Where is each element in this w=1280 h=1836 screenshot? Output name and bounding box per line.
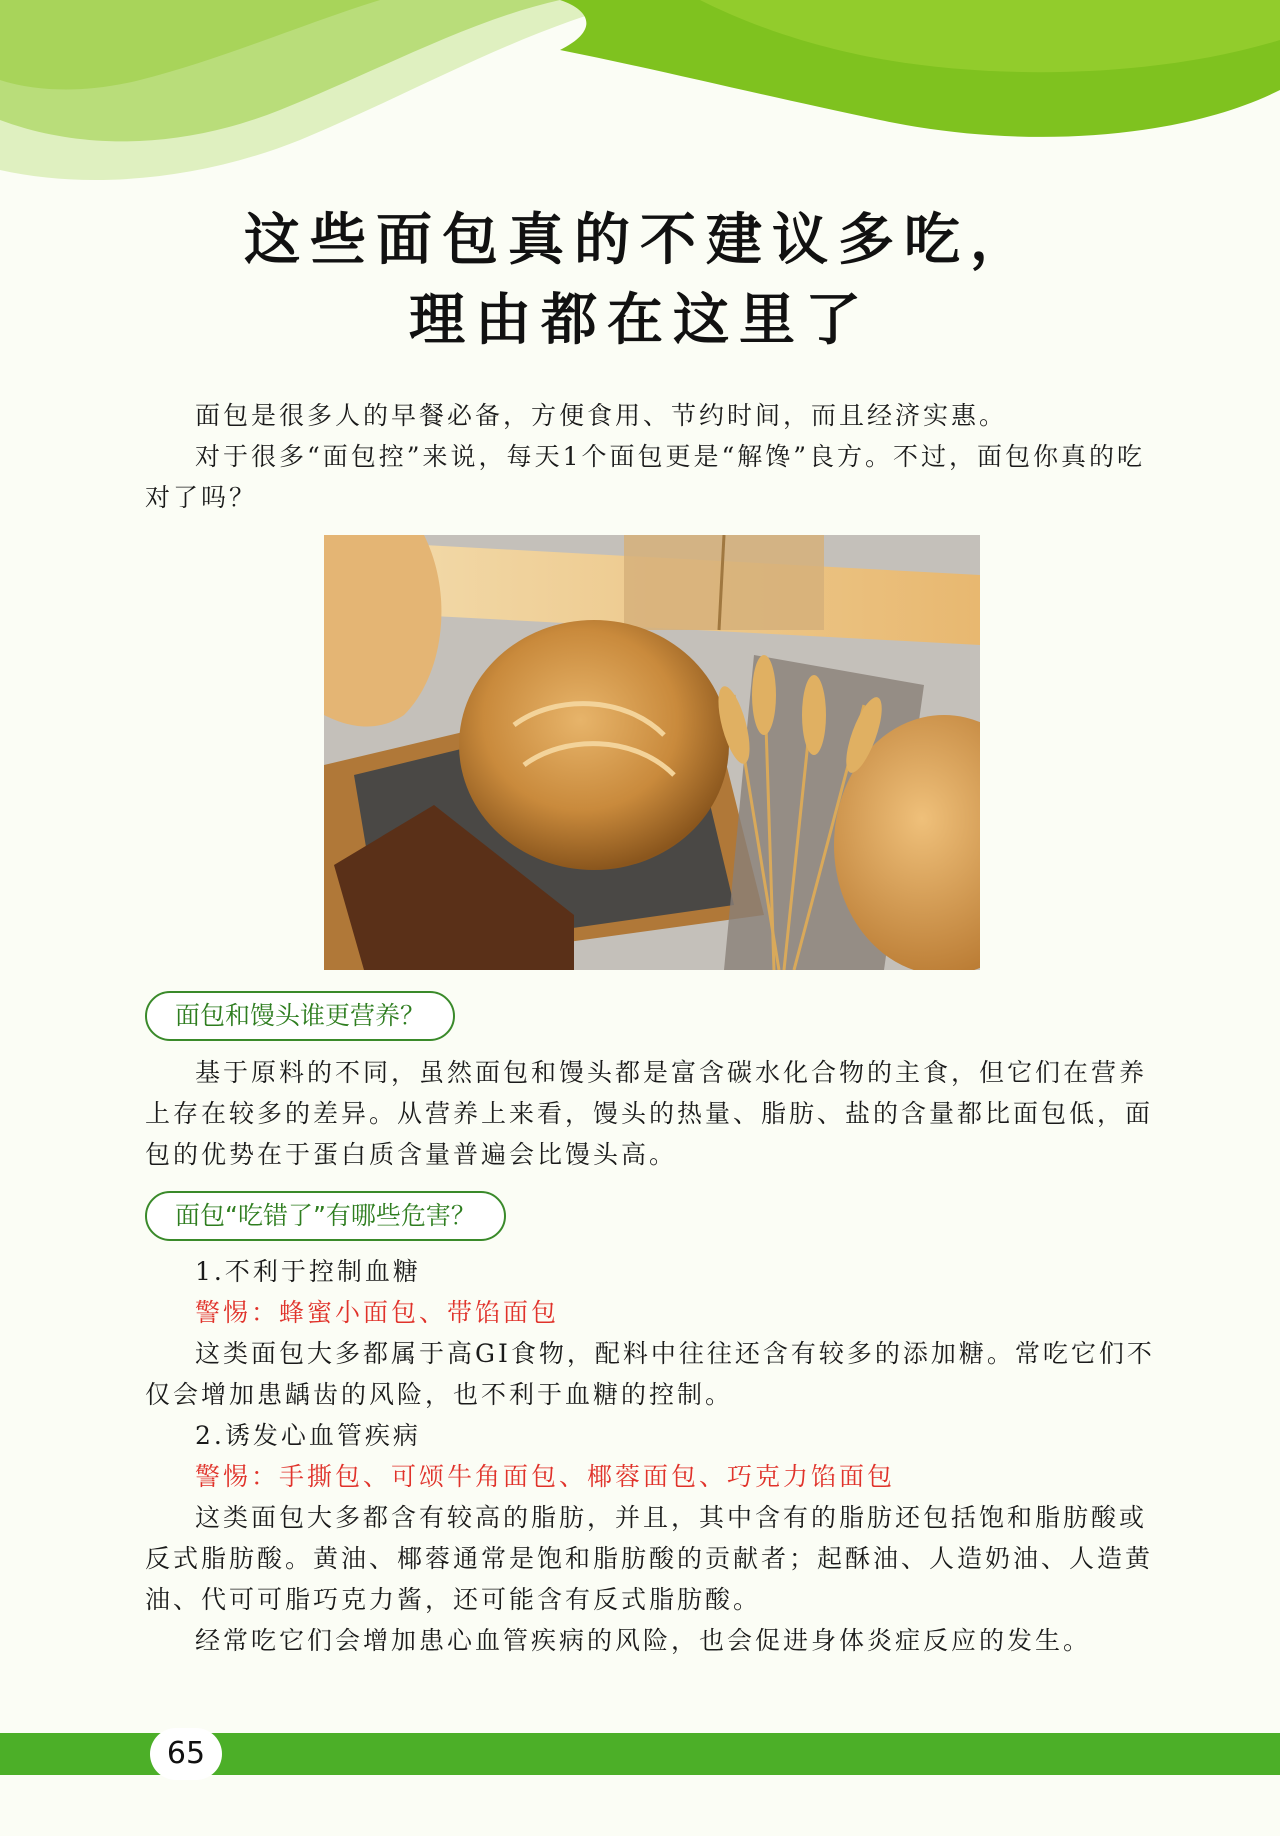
bread-photo-illustration: [324, 535, 980, 970]
title-line-2: 理由都在这里了: [409, 287, 871, 353]
section-heading-bread-hazards: 面包“吃错了”有哪些危害？: [145, 1191, 506, 1241]
intro-paragraph-2: 对于很多“面包控”来说，每天1个面包更是“解馋”良方。不过，面包你真的吃对了吗？: [145, 442, 1146, 512]
page-title: [0, 200, 1280, 360]
intro-paragraph-1: 面包是很多人的早餐必备，方便食用、节约时间，而且经济实惠。: [195, 401, 1008, 430]
bread-photo: [324, 535, 980, 970]
section1-paragraph: 基于原料的不同，虽然面包和馒头都是富含碳水化合物的主食，但它们在营养上存在较多的差异。从营养上来看，馒头的热量、脂肪、盐的含量都比面包低，面包的优势在于蛋白质含量普遍会比馒头高。: [145, 1058, 1154, 1169]
section1-body: [145, 1052, 1165, 1175]
intro-text: [145, 395, 1165, 518]
item2-warning: 警惕：手撕包、可颂牛角面包、椰蓉面包、巧克力馅面包: [195, 1462, 896, 1491]
item2-title: 2.诱发心血管疾病: [195, 1421, 421, 1450]
item1-warning: 警惕：蜂蜜小面包、带馅面包: [195, 1298, 560, 1327]
section-heading-bread-vs-mantou: 面包和馒头谁更营养？: [145, 991, 455, 1041]
item2-body: 这类面包大多都含有较高的脂肪，并且，其中含有的脂肪还包括饱和脂肪酸或反式脂肪酸。黄油、椰蓉通常是饱和脂肪酸的贡献者；起酥油、人造奶油、人造黄油、代可可脂巧克力酱，还可能含有反式脂肪酸。: [145, 1503, 1154, 1614]
section2-body: [145, 1251, 1165, 1661]
item1-body: 这类面包大多都属于高GI食物，配料中往往还含有较多的添加糖。常吃它们不仅会增加患龋齿的风险，也不利于血糖的控制。: [145, 1339, 1155, 1409]
item1-title: 1.不利于控制血糖: [195, 1257, 421, 1286]
page-number: 65: [150, 1728, 222, 1780]
title-line-1: 这些面包真的不建议多吃，: [244, 207, 1036, 273]
header-wave-decoration: [0, 0, 1280, 200]
item2-body-2: 经常吃它们会增加患心血管疾病的风险，也会促进身体炎症反应的发生。: [195, 1626, 1092, 1655]
